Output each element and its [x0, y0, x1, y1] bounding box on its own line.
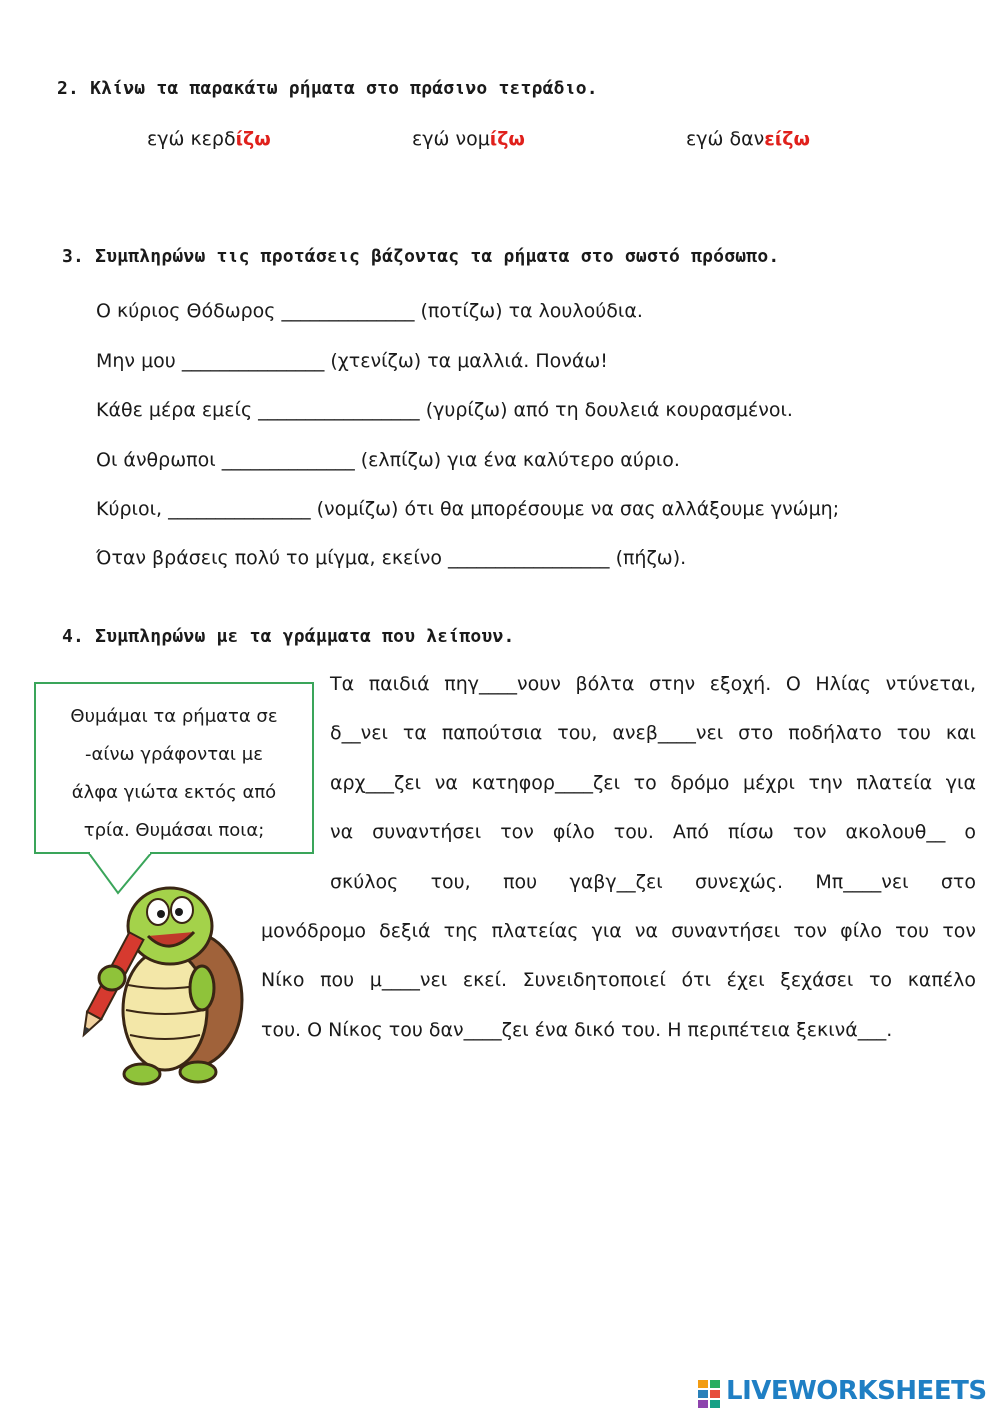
sentence-4[interactable]: Οι άνθρωποι ______________ (ελπίζω) για ένα καλύτερο αύριο. — [96, 449, 680, 471]
sentence-6[interactable]: Όταν βράσεις πολύ το μίγμα, εκείνο _________________ (πήζω). — [96, 547, 687, 569]
turtle-icon — [70, 880, 260, 1090]
exercise-3-heading: 3. Συμπληρώνω τις προτάσεις βάζοντας τα ρήματα στο σωστό πρόσωπο. — [62, 246, 780, 267]
paragraph-line-3[interactable]: αρχ___ζει να κατηφορ____ζει το δρόμο μέχρι την πλατεία για — [330, 772, 976, 794]
paragraph-line-7[interactable]: Νίκο που μ____νει εκεί. Συνειδητοποιεί ότι έχει ξεχάσει το καπέλο — [261, 969, 976, 991]
paragraph-line-4[interactable]: να συναντήσει τον φίλο του. Από πίσω τον ακολουθ__ ο — [330, 821, 976, 843]
paragraph-line-1[interactable]: Τα παιδιά πηγ____νουν βόλτα στην εξοχή. Ο Ηλίας ντύνεται, — [330, 673, 976, 695]
exercise-4-heading: 4. Συμπληρώνω με τα γράμματα που λείπουν. — [62, 626, 515, 647]
verb-daneizo: εγώ δανείζω — [686, 128, 810, 150]
exercise-2-heading: 2. Κλίνω τα παρακάτω ρήματα στο πράσινο τετράδιο. — [57, 78, 598, 99]
sentence-2[interactable]: Μην μου _______________ (χτενίζω) τα μαλλιά. Πονάω! — [96, 350, 608, 372]
hint-speech-bubble — [34, 682, 314, 854]
hint-text: Θυμάμαι τα ρήματα σε -αίνω γράφονται με άλφα γιώτα εκτός από τρία. Θυμάσαι ποια; — [70, 706, 278, 841]
paragraph-line-5[interactable]: σκύλος του, που γαβγ__ζει συνεχώς. Μπ____νει στο — [330, 871, 976, 893]
paragraph-line-6[interactable]: μονόδρομο δεξιά της πλατείας για να συναντήσει τον φίλο του τον — [261, 920, 976, 942]
paragraph-line-2[interactable]: δ__νει τα παπούτσια του, ανεβ____νει στο ποδήλατο του και — [330, 722, 976, 744]
brand-name: LIVEWORKSHEETS — [726, 1376, 987, 1406]
sentence-3[interactable]: Κάθε μέρα εμείς _________________ (γυρίζω) από τη δουλειά κουρασμένοι. — [96, 399, 793, 421]
sentence-1[interactable]: Ο κύριος Θόδωρος ______________ (ποτίζω) τα λουλούδια. — [96, 300, 643, 322]
brand-blocks-icon — [698, 1380, 722, 1408]
sentence-5[interactable]: Κύριοι, _______________ (νομίζω) ότι θα μπορέσουμε να σας αλλάξουμε γνώμη; — [96, 498, 840, 520]
verb-kerdizo: εγώ κερδίζω — [147, 128, 271, 150]
verb-nomizo: εγώ νομίζω — [412, 128, 525, 150]
paragraph-line-8[interactable]: του. Ο Νίκος του δαν____ζει ένα δικό του. Η περιπέτεια ξεκινά___. — [261, 1019, 893, 1041]
